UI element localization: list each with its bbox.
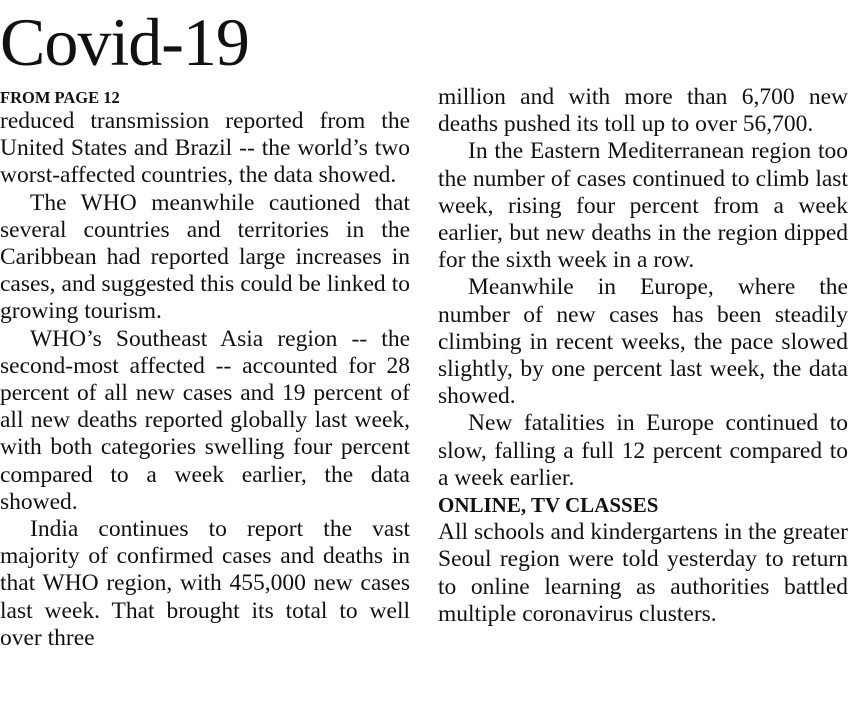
paragraph: Meanwhile in Europe, where the number of new cases has been steadily climbing in recent weeks, the pace slowed slightly, by one percent last week, the data showed.	[438, 274, 848, 410]
paragraph: million and with more than 6,700 new deaths pushed its toll up to over 56,700.	[438, 84, 848, 138]
left-column	[0, 88, 410, 652]
paragraph: India continues to report the vast majority of confirmed cases and deaths in that WHO region, with 455,000 new cases last week. That brought its total to well over three	[0, 516, 410, 651]
headline: Covid-19	[0, 4, 249, 80]
section-subhead: ONLINE, TV CLASSES	[438, 493, 659, 518]
paragraph: New fatalities in Europe continued to slow, falling a full 12 percent compared to a week earlier.	[438, 410, 848, 491]
continued-from-label: FROM PAGE 12	[0, 88, 120, 107]
paragraph: reduced transmission reported from the United States and Brazil -- the world’s two worst-affected countries, the data showed.	[0, 108, 410, 189]
paragraph: In the Eastern Mediterranean region too the number of cases continued to climb last week, rising four percent from a week earlier, but new deaths in the region dipped for the sixth week in a row.	[438, 138, 848, 274]
paragraph: The WHO meanwhile cautioned that several countries and territories in the Caribbean had reported large increases in cases, and suggested this could be linked to growing tourism.	[0, 189, 410, 325]
paragraph: WHO’s Southeast Asia region -- the second-most affected -- accounted for 28 percent of all new cases and 19 percent of all new deaths reported globally last week, with both categories swelling four percent compared to a week earlier, the data showed.	[0, 325, 410, 515]
right-column	[438, 84, 848, 628]
paragraph: All schools and kindergartens in the greater Seoul region were told yesterday to return to online learning as authorities battled multiple coronavirus clusters.	[438, 519, 848, 627]
